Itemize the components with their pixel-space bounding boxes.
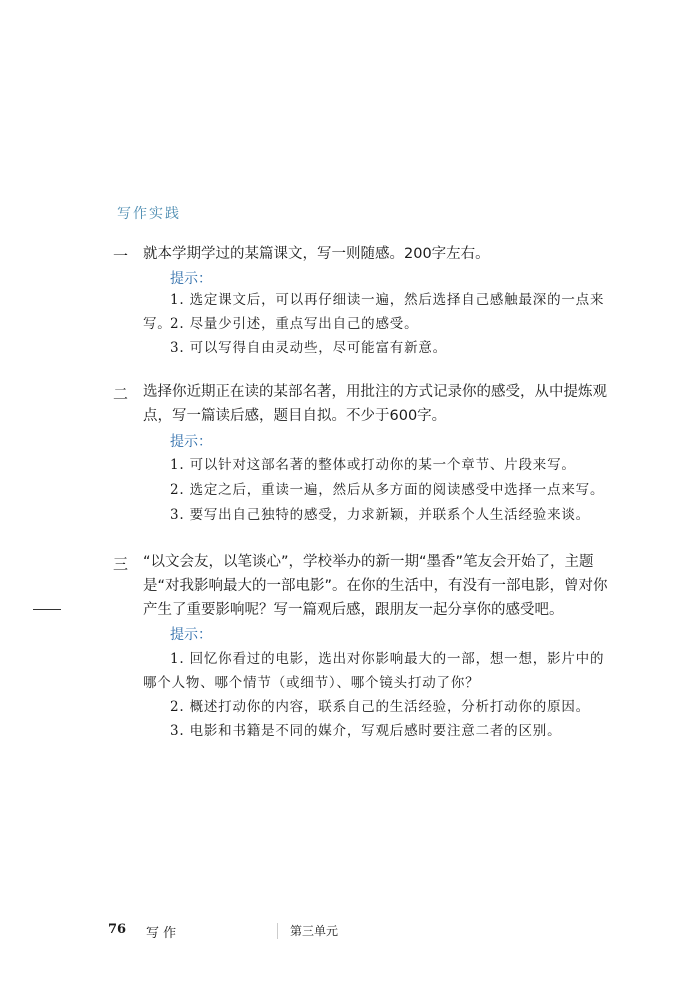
hint-label: 提示：	[170, 434, 212, 450]
tip-item: 1. 可以针对这部名著的整体或打动你的某一个章节、片段来写。	[170, 457, 576, 473]
hint-label: 提示：	[170, 271, 212, 287]
footer-section: 写 作	[146, 926, 177, 941]
tip-item: 1. 选定课文后，可以再仔细读一遍，然后选择自己感触最深的一点来写。	[143, 292, 605, 332]
item-number: 一	[113, 247, 129, 265]
margin-mark	[33, 609, 61, 610]
tip-item: 3. 要写出自己独特的感受，力求新颖，并联系个人生活经验来谈。	[170, 507, 590, 523]
section-title: 写作实践	[117, 206, 181, 222]
tip-item: 3. 电影和书籍是不同的媒介，写观后感时要注意二者的区别。	[170, 723, 562, 739]
footer-unit: 第三单元	[290, 924, 339, 938]
footer-divider	[277, 923, 278, 939]
item-prompt: 选择你近期正在读的某部名著，用批注的方式记录你的感受，从中提炼观点，写一篇读后感，题目自拟。不少于600字。	[143, 384, 607, 424]
tip-item: 3. 可以写得自由灵动些，尽可能富有新意。	[170, 340, 447, 356]
hint-label: 提示：	[170, 627, 212, 643]
tip-item: 2. 选定之后，重读一遍，然后从多方面的阅读感受中选择一点来写。	[170, 482, 605, 498]
item-prompt: 就本学期学过的某篇课文，写一则随感。200字左右。	[143, 246, 490, 262]
tip-item: 2. 尽量少引述，重点写出自己的感受。	[170, 316, 419, 332]
item-prompt: “以文会友，以笔谈心”，学校举办的新一期“墨香”笔友会开始了，主题是“对我影响最大的一部电影”。在你的生活中，有没有一部电影，曾对你产生了重要影响呢？写一篇观后感，跟朋友一起分享你的感受吧。	[143, 554, 608, 618]
tip-item: 2. 概述打动你的内容，联系自己的生活经验，分析打动你的原因。	[170, 699, 590, 715]
tip-item: 1. 回忆你看过的电影，选出对你影响最大的一部，想一想，影片中的哪个人物、哪个情节（或细节）、哪个镜头打动了你？	[143, 651, 605, 691]
item-number: 二	[113, 385, 129, 403]
page-number: 76	[108, 922, 127, 937]
item-number: 三	[113, 555, 129, 573]
